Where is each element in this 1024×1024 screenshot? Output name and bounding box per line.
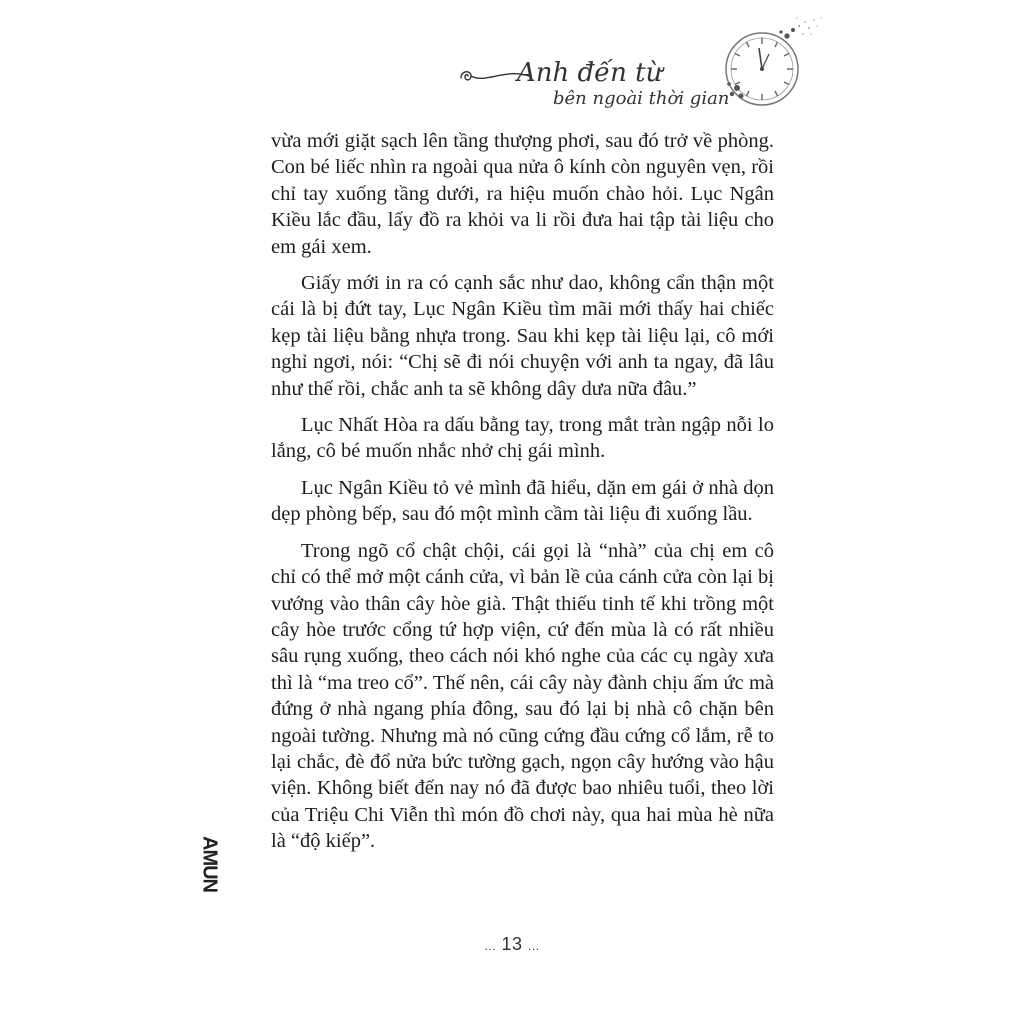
page-number xyxy=(0,934,1024,955)
page-number-prefix: ... xyxy=(484,939,496,953)
clock-ornament-icon xyxy=(717,14,827,124)
publisher-logo-text: AMUN xyxy=(198,836,221,892)
page-number-value: 13 xyxy=(501,934,523,954)
paragraph: Giấy mới in ra có cạnh sắc như dao, không cẩn thận một cái là bị đứt tay, Lục Ngân Kiều tìm mãi mới thấy hai chiếc kẹp tài liệu bằng nhựa trong. Sau khi kẹp tài liệu lại, cô mới nghỉ ngơi, nói: “Chị sẽ đi nói chuyện với anh ta ngay, đã lâu như thế rồi, chắc anh ta sẽ không dây dưa nữa đâu.” xyxy=(271,272,774,400)
running-header xyxy=(455,44,835,134)
paragraph: vừa mới giặt sạch lên tầng thượng phơi, sau đó trở về phòng. Con bé liếc nhìn ra ngoài qua nửa ô kính còn nguyên vẹn, rồi chỉ tay xuống tầng dưới, ra hiệu muốn chào hỏi. Lục Ngân Kiều lắc đầu, lấy đồ ra khỏi va li rồi đưa hai tập tài liệu cho em gái xem. xyxy=(271,130,774,258)
paragraph: Lục Ngân Kiều tỏ vẻ mình đã hiểu, dặn em gái ở nhà dọn dẹp phòng bếp, sau đó một mình cầm tài liệu đi xuống lầu. xyxy=(271,476,774,526)
publisher-logo xyxy=(196,828,222,900)
paragraph: Lục Nhất Hòa ra dấu bằng tay, trong mắt tràn ngập nỗi lo lắng, cô bé muốn nhắc nhở chị gái mình. xyxy=(271,414,774,463)
book-title-line-2: bên ngoài thời gian xyxy=(553,88,730,109)
body-text xyxy=(271,128,774,865)
book-title-line-1: Anh đến từ xyxy=(517,58,663,88)
page-number-suffix: ... xyxy=(528,939,540,953)
paragraph: Trong ngõ cổ chật chội, cái gọi là “nhà” của chị em cô chỉ có thể mở một cánh cửa, vì bản lề của cánh cửa còn lại bị vướng vào thân cây hòe già. Thật thiếu tinh tế khi trồng một cây hòe trước cổng tứ hợp viện, cứ đến mùa là có rất nhiều sâu rụng xuống, theo cách nói khó nghe của các cụ ngày xưa thì là “ma treo cổ”. Thế nên, cái cây này đành chịu ấm ức mà đứng ở nhà ngang phía đông, sau đó lại bị nhà cô chặn bên ngoài tường. Nhưng mà nó cũng cứng đầu cứng cổ lắm, rễ to lại chắc, đè đổ nửa bức tường gạch, ngọn cây hướng vào hậu viện. Không biết đến nay nó đã được bao nhiêu tuổi, theo lời của Triệu Chi Viễn thì món đồ chơi này, qua hai mùa hè nữa là “độ kiếp”. xyxy=(271,539,774,853)
